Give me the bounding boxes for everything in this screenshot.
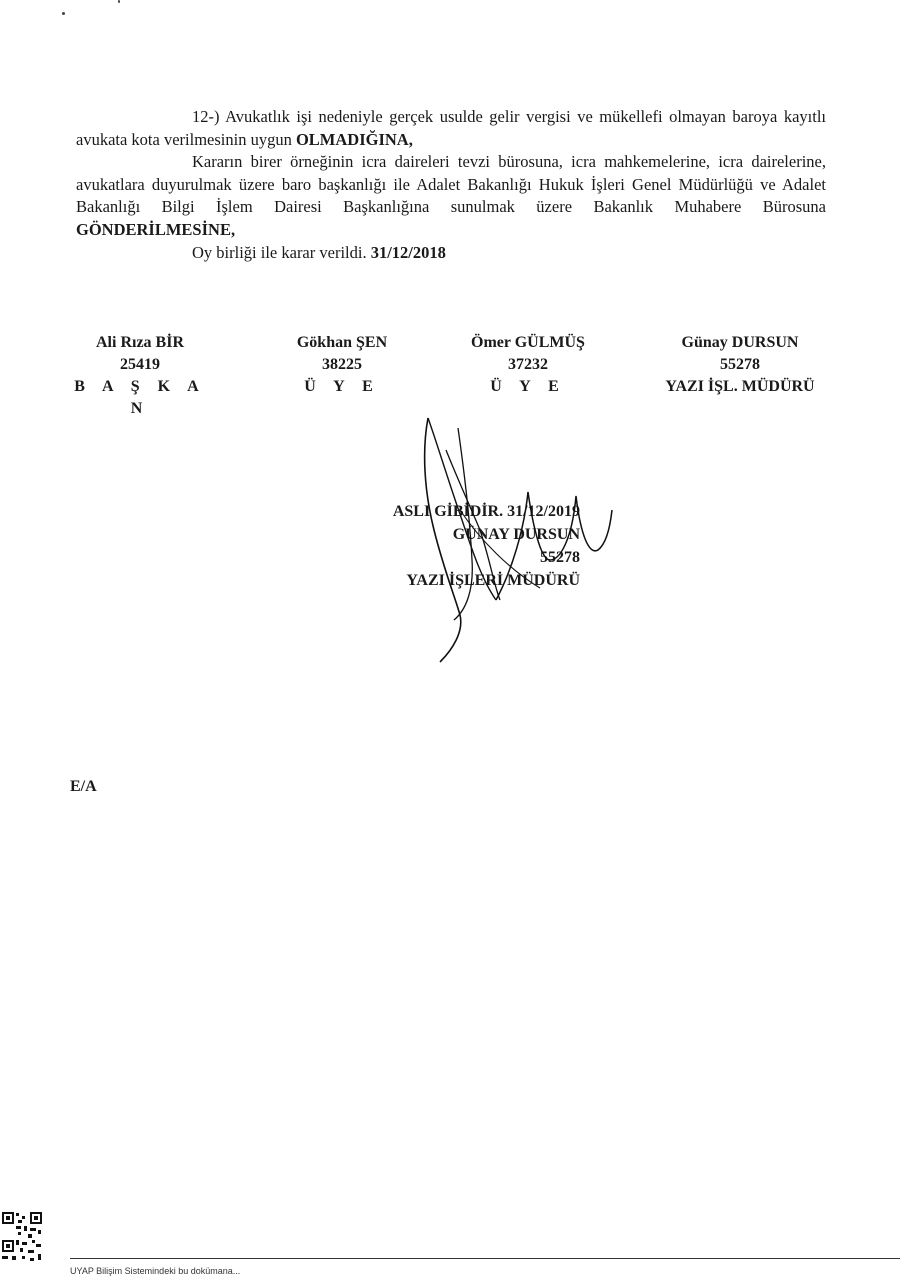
signatory-name: Ömer GÜLMÜŞ bbox=[471, 334, 585, 351]
paragraph-distribution-text: Kararın birer örneğinin icra daireleri tevzi bürosuna, icra mahkemelerine, icra dairelerine, avukatlara duyurulmak üzere baro başkanlığı ile Adalet Bakanlığı Hukuk İşleri Genel Müdürlüğü ve Adalet Bakanlığı Bilgi İşlem Dairesi Başkanlığına sunulmak üzere Bakanlık Muhabere Bürosuna bbox=[76, 152, 826, 216]
qr-code bbox=[0, 1210, 44, 1264]
signatory-title: YAZI İŞL. MÜDÜRÜ bbox=[665, 378, 815, 395]
scan-speck bbox=[62, 12, 65, 15]
paragraph-distribution-decision: GÖNDERİLMESİNE, bbox=[76, 219, 236, 239]
signatory-name: Ali Rıza BİR bbox=[96, 334, 184, 351]
signatory-name: Gökhan ŞEN bbox=[296, 334, 388, 351]
stamp-line-2: GÜNAY DURSUN bbox=[452, 526, 580, 543]
stamp-line-3: 55278 bbox=[540, 549, 580, 566]
initials: E/A bbox=[70, 778, 97, 795]
signatory-name: Günay DURSUN bbox=[681, 334, 799, 351]
signatory-title: Ü Y E bbox=[490, 378, 566, 395]
paragraph-vote-text: Oy birliği ile karar verildi. bbox=[192, 243, 371, 262]
footer-note: UYAP Bilişim Sistemindeki bu dokümana... bbox=[70, 1266, 241, 1276]
signatory-title: B A Ş K A N bbox=[74, 378, 206, 417]
paragraph-vote bbox=[76, 242, 826, 265]
stamp-line-1: ASLI GİBİDİR. 31/12/2019 bbox=[392, 503, 580, 520]
handwritten-signature bbox=[400, 410, 630, 670]
signatory-number: 55278 bbox=[720, 356, 760, 373]
signatory-number: 37232 bbox=[508, 356, 548, 373]
signatory-member-1 bbox=[262, 332, 422, 398]
footer-divider bbox=[70, 1258, 900, 1259]
paragraph-12-text: 12-) Avukatlık işi nedeniyle gerçek usulde gelir vergisi ve mükellefi olmayan baroya kayıtlı avukata kota verilmesinin uygun bbox=[76, 107, 826, 149]
paragraph-12-decision: OLMADIĞINA, bbox=[295, 129, 413, 149]
signatory-number: 38225 bbox=[322, 356, 362, 373]
signatory-clerk bbox=[640, 332, 840, 398]
scan-speck bbox=[118, 0, 120, 3]
signatory-title: Ü Y E bbox=[304, 378, 380, 395]
paragraph-12 bbox=[76, 106, 826, 151]
decision-date: 31/12/2018 bbox=[370, 243, 446, 262]
signatory-number: 25419 bbox=[120, 356, 160, 373]
paragraph-distribution bbox=[76, 151, 826, 241]
signatory-member-2 bbox=[448, 332, 608, 398]
stamp-line-4: YAZI İŞLERİ MÜDÜRÜ bbox=[406, 572, 580, 589]
signatory-chairman bbox=[60, 332, 220, 420]
